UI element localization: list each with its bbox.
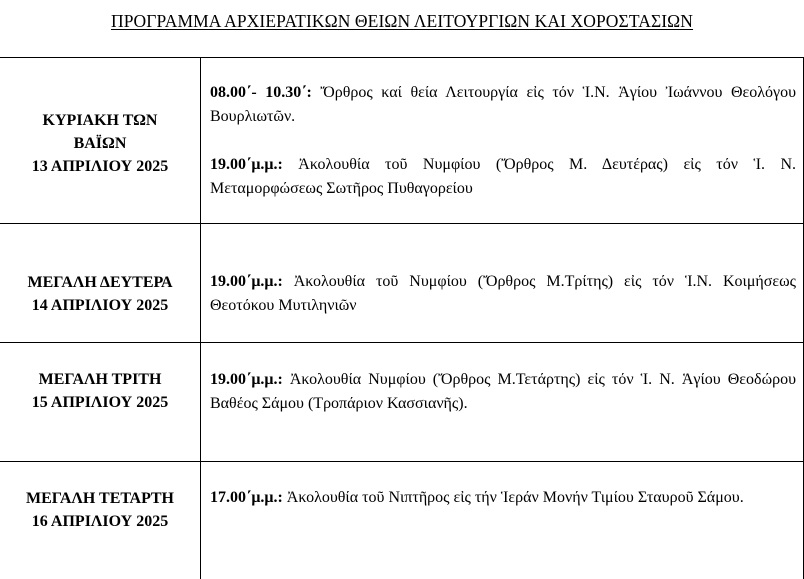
day-date: 14 ΑΠΡΙΛΙΟΥ 2025 <box>31 297 169 314</box>
events-cell-holy-monday <box>210 270 796 318</box>
row-divider <box>0 342 804 343</box>
event-time: 08.00΄- 10.30΄: <box>210 84 312 101</box>
row-divider <box>0 223 804 224</box>
day-cell-holy-wednesday <box>0 484 200 536</box>
event-time: 17.00΄μ.μ.: <box>210 489 283 506</box>
day-name-line: ΜΕΓΑΛΗ ΤΡΙΤΗ <box>38 371 162 388</box>
events-cell-palm-sunday <box>210 81 796 201</box>
events-cell-holy-tuesday <box>210 368 796 416</box>
day-cell-holy-tuesday <box>0 365 200 417</box>
day-date: 16 ΑΠΡΙΛΙΟΥ 2025 <box>31 513 169 530</box>
day-name-line: ΜΕΓΑΛΗ ΤΕΤΑΡΤΗ <box>26 490 174 507</box>
event-entry <box>210 153 796 201</box>
event-entry <box>210 270 796 318</box>
event-text: Ἀκολουθία τοῦ Νυμφίου (Ὄρθρος Μ.Τρίτης) εἰς τόν Ἱ.Ν. Κοιμήσεως Θεοτόκου Μυτιληνιῶν <box>210 273 796 314</box>
row-divider <box>0 461 804 462</box>
event-text: Ἀκολουθία τοῦ Νιπτῆρος εἰς τήν Ἱεράν Μονήν Τιμίου Σταυροῦ Σάμου. <box>282 489 744 506</box>
day-name-line: ΒΑΪΩΝ <box>73 134 127 152</box>
day-date: 15 ΑΠΡΙΛΙΟΥ 2025 <box>31 394 169 411</box>
event-entry <box>210 368 796 416</box>
event-text: Ἀκολουθία τοῦ Νυμφίου (Ὄρθρος Μ. Δευτέρας) εἰς τόν Ἱ. Ν. Μεταμορφώσεως Σωτῆρος Πυθαγορείου <box>210 156 796 197</box>
event-time: 19.00΄μ.μ.: <box>210 371 283 388</box>
column-divider <box>200 57 201 579</box>
event-text: Ἀκολουθία Νυμφίου (Ὄρθρος Μ.Τετάρτης) εἰς τόν Ἱ. Ν. Ἁγίου Θεοδώρου Βαθέος Σάμου (Τροπάριον Κασσιανῆς). <box>210 371 796 412</box>
event-time: 19.00΄μ.μ.: <box>210 156 283 173</box>
table-top-border <box>0 57 804 58</box>
event-time: 19.00΄μ.μ.: <box>210 273 283 290</box>
day-cell-holy-monday <box>0 268 200 320</box>
page-title: ΠΡΟΓΡΑΜΜΑ ΑΡΧΙΕΡΑΤΙΚΩΝ ΘΕΙΩΝ ΛΕΙΤΟΥΡΓΙΩΝ ΚΑΙ ΧΟΡΟΣΤΑΣΙΩΝ <box>110 11 694 31</box>
day-cell-palm-sunday <box>0 104 200 182</box>
event-entry <box>210 486 796 510</box>
events-cell-holy-wednesday <box>210 486 796 510</box>
day-name-line: ΚΥΡΙΑΚΗ ΤΩΝ <box>42 111 158 129</box>
day-date: 13 ΑΠΡΙΛΙΟΥ 2025 <box>31 157 169 175</box>
day-name-line: ΜΕΓΑΛΗ ΔΕΥΤΕΡΑ <box>27 274 173 291</box>
event-entry <box>210 81 796 129</box>
event-text: Ὄρθρος καί θεία Λειτουργία εἰς τόν Ἱ.Ν. Ἁγίου Ἰωάννου Θεολόγου Βουρλιωτῶν. <box>210 84 796 125</box>
